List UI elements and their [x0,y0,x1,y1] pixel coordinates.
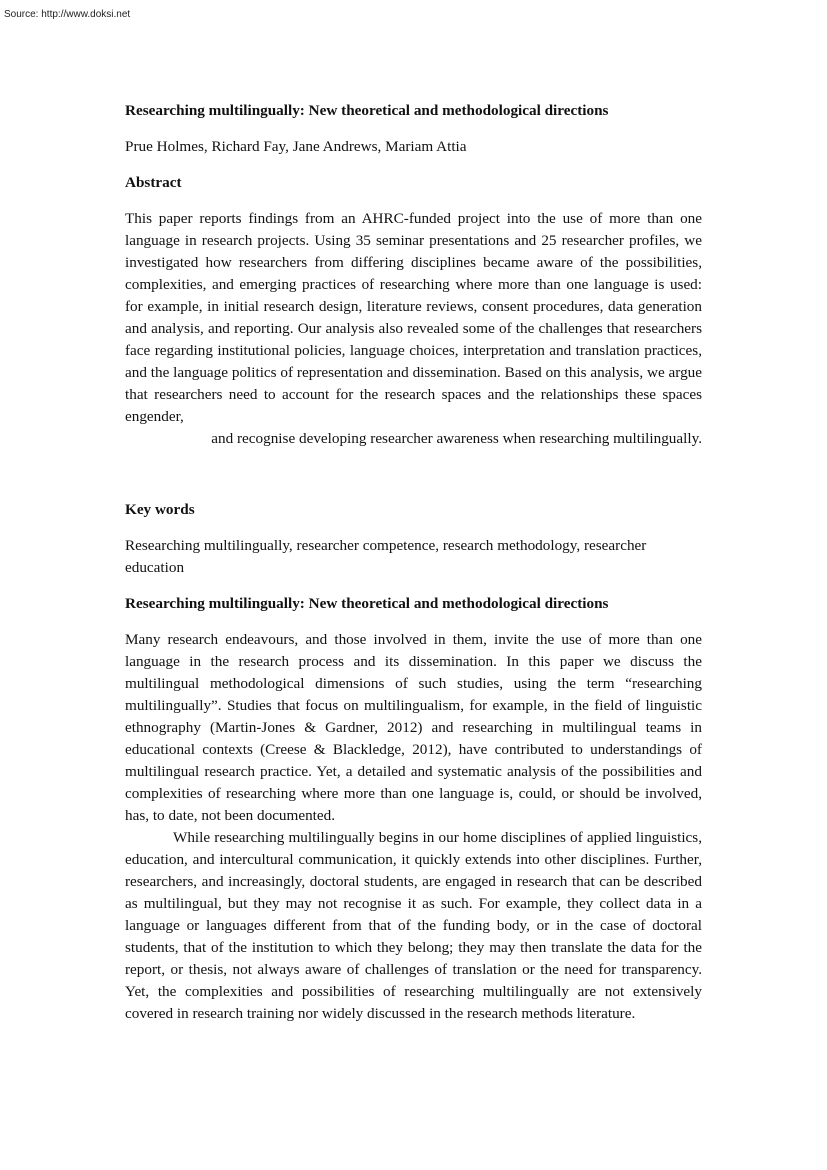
paper-title: Researching multilingually: New theoretical and methodological directions [125,102,609,119]
abstract-last-line: and recognise developing researcher awareness when researching multilingually. [211,430,702,447]
keywords-body: Researching multilingually, researcher competence, research methodology, researcher education [125,537,647,576]
keywords-heading: Key words [125,501,195,518]
source-url: Source: http://www.doksi.net [4,9,131,20]
abstract-heading: Abstract [125,174,182,191]
author-list: Prue Holmes, Richard Fay, Jane Andrews, Mariam Attia [125,138,467,155]
abstract-body: This paper reports findings from an AHRC-funded project into the use of more than one language in research projects. Using 35 seminar presentations and 25 researcher profiles, we investigated how researchers from differing disciplines became aware of the possibilities, complexities, and emerging practices of researching where more than one language is used: for example, in initial research design, literature reviews, consent procedures, data generation and analysis, and reporting. Our analysis also revealed some of the challenges that researchers face regarding institutional policies, language choices, interpretation and translation practices, and the language politics of representation and dissemination. Based on this analysis, we argue that researchers need to account for the research spaces and the relationships these spaces engender, [125,210,702,425]
section-heading: Researching multilingually: New theoretical and methodological directions [125,595,609,612]
section-paragraph-2: While researching multilingually begins in our home disciplines of applied linguistics, education, and intercultural communication, it quickly extends into other disciplines. Further, researchers, and increasingly, doctoral students, are engaged in research that can be described as multilingual, but they may not recognise it as such. For example, they collect data in a language or languages different from that of the funding body, or in the case of doctoral students, that of the institution to which they belong; they may then translate the data for the report, or thesis, not always aware of challenges of translation or the need for transparency. Yet, the complexities and possibilities of researching multilingually are not extensively covered in research training nor widely discussed in the research methods literature. [125,829,702,1022]
paper-page [125,100,702,1025]
section-paragraph-1: Many research endeavours, and those involved in them, invite the use of more than one language in the research process and its dissemination. In this paper we discuss the multilingual methodological dimensions of such studies, using the term “researching multilingually”. Studies that focus on multilingualism, for example, in the field of linguistic ethnography (Martin-Jones & Gardner, 2012) and researching in multilingual teams in educational contexts (Creese & Blackledge, 2012), have contributed to understandings of multilingual research practice. Yet, a detailed and systematic analysis of the possibilities and complexities of researching where more than one language is, could, or should be involved, has, to date, not been documented. [125,631,702,824]
